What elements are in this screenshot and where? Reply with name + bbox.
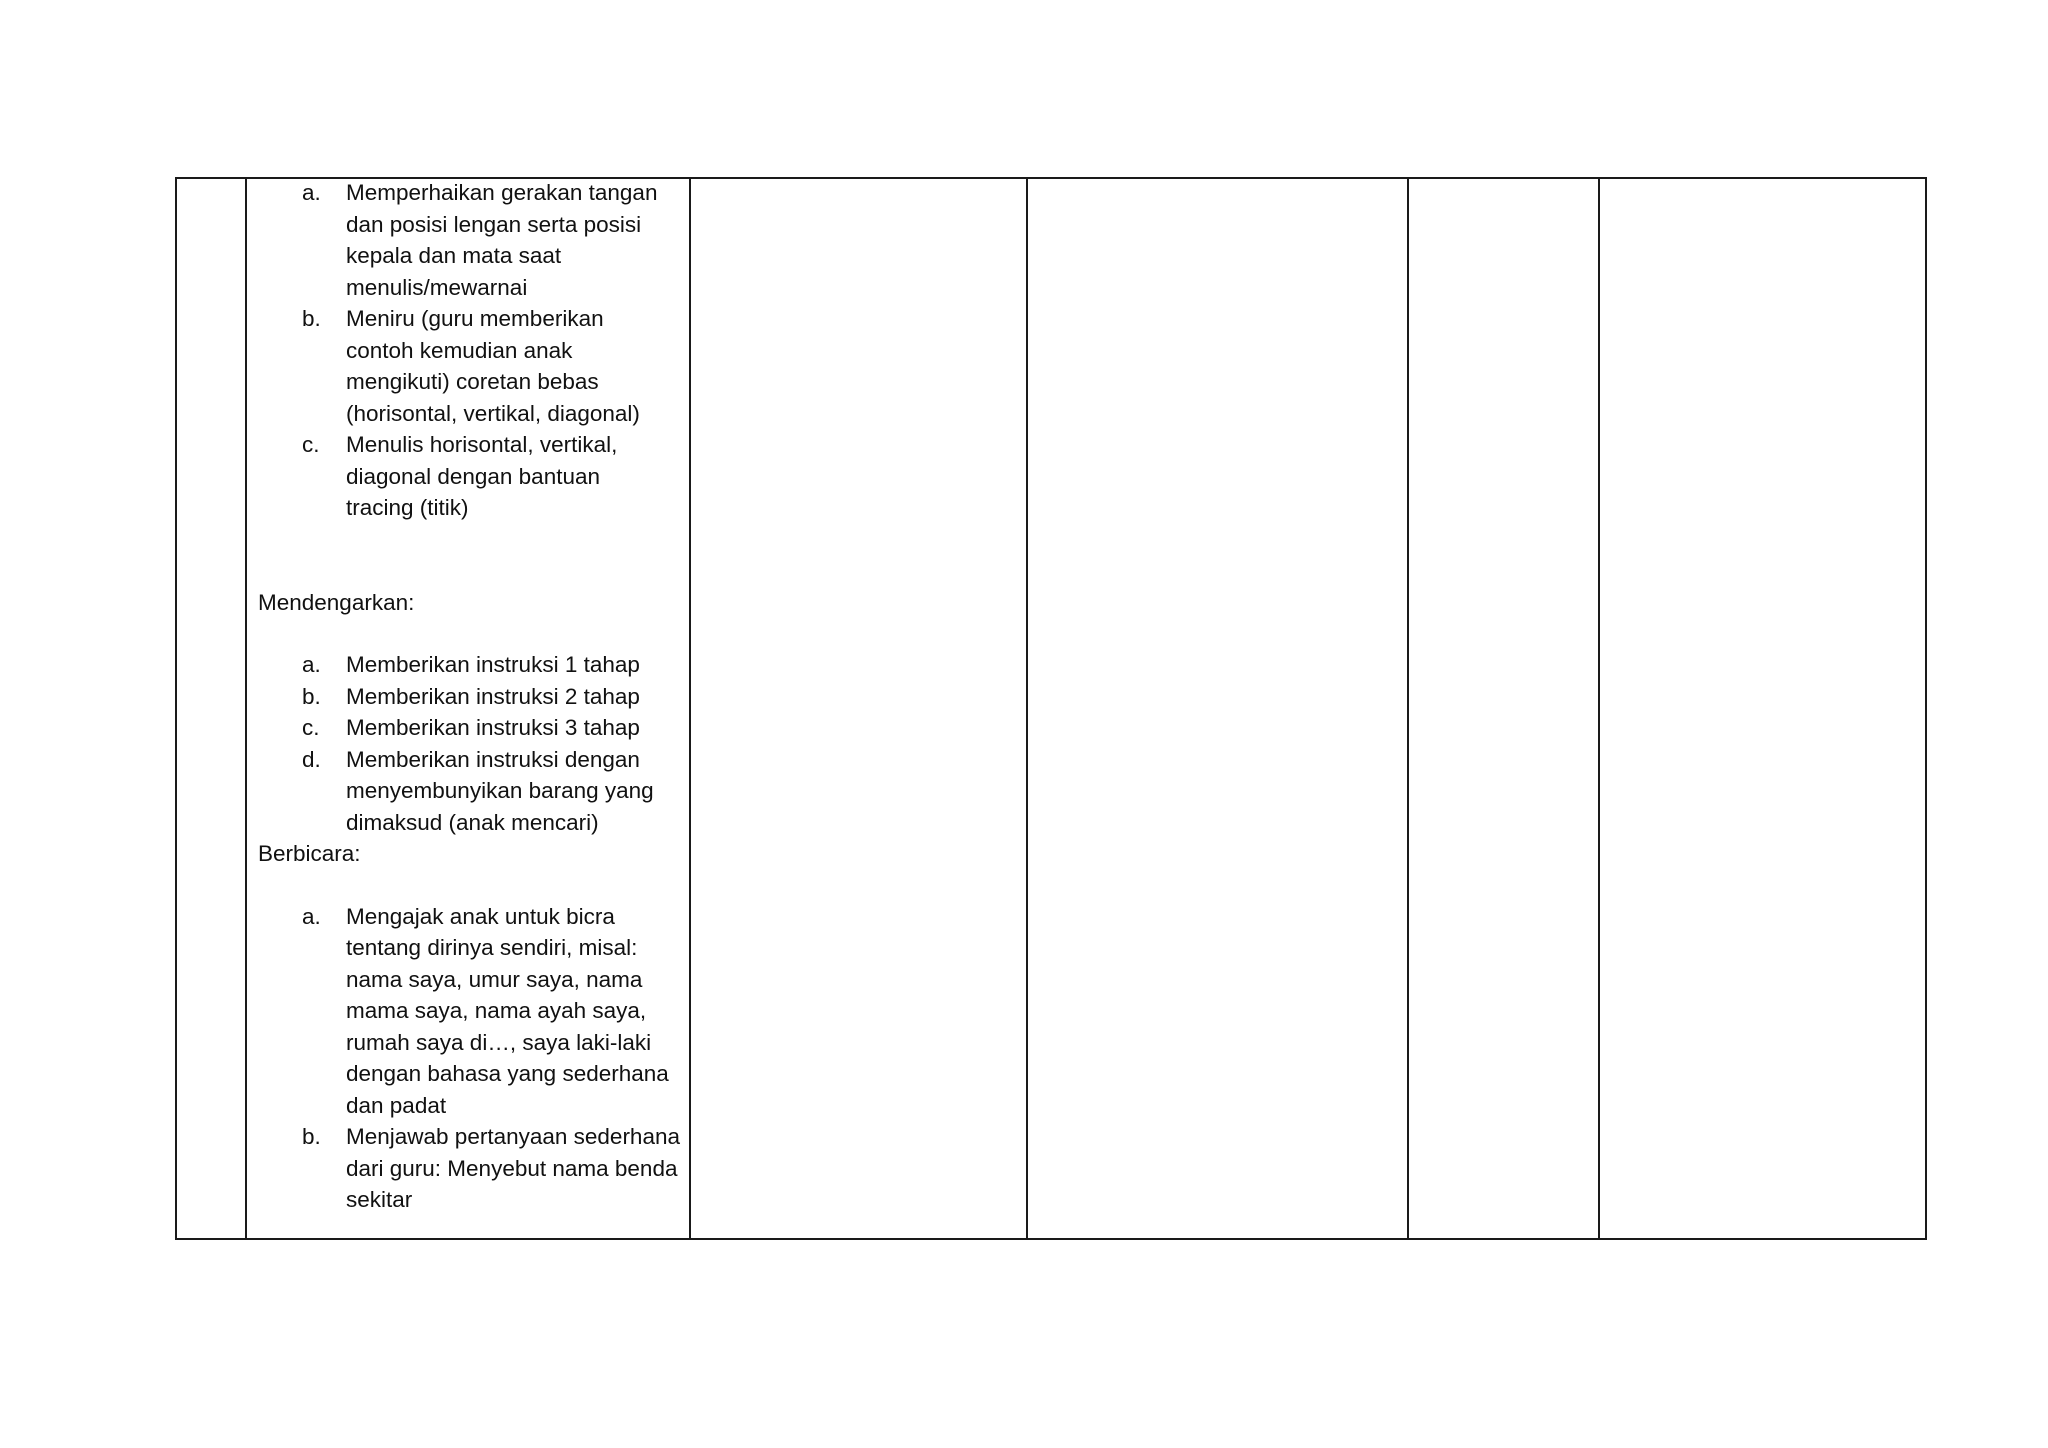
- list-item-text: Meniru (guru memberikan contoh kemudian anak mengikuti) coretan bebas (horisontal, vertikal, diagonal): [346, 306, 640, 426]
- list-item-text: Memberikan instruksi dengan menyembunyikan barang yang dimaksud (anak mencari): [346, 746, 654, 835]
- list-marker: d.: [302, 746, 321, 772]
- list-item: [258, 744, 686, 839]
- list-marker: b.: [302, 306, 321, 331]
- list-item-text: Memberikan instruksi 1 tahap: [346, 652, 640, 677]
- list-marker: b.: [302, 683, 321, 709]
- berbicara-heading: Berbicara:: [258, 841, 361, 866]
- list-marker: c.: [302, 432, 320, 457]
- list-item-text: Memperhaikan gerakan tangan dan posisi lengan serta posisi kepala dan mata saat menulis/mewarnai: [346, 180, 658, 300]
- column-divider: [245, 179, 247, 1238]
- list-item: [258, 681, 766, 713]
- list-item: [258, 901, 686, 1122]
- list-marker: c.: [302, 715, 320, 740]
- list-item-text: Menjawab pertanyaan sederhana dari guru: Menyebut nama benda sekitar: [346, 1124, 680, 1212]
- menulis-list: [258, 177, 678, 524]
- list-item-text: Mengajak anak untuk bicra tentang dirinya sendiri, misal: nama saya, umur saya, nama mama saya, nama ayah saya, rumah saya di…, saya laki-laki dengan bahasa yang sederhana dan padat: [346, 903, 669, 1118]
- list-marker: a.: [302, 903, 321, 929]
- list-marker: a.: [302, 180, 321, 205]
- list-item: [258, 303, 676, 429]
- list-item-text: Memberikan instruksi 3 tahap: [346, 715, 640, 740]
- list-marker: b.: [302, 1124, 321, 1149]
- mendengarkan-heading: Mendengarkan:: [258, 589, 415, 615]
- list-item: [258, 1121, 686, 1216]
- list-item: [258, 429, 661, 524]
- list-item: [258, 712, 766, 744]
- list-item-text: Menulis horisontal, vertikal, diagonal dengan bantuan tracing (titik): [346, 432, 618, 520]
- mendengarkan-list: [258, 649, 678, 838]
- column-divider: [1026, 179, 1028, 1238]
- list-item: [258, 177, 686, 303]
- list-item: [258, 649, 766, 681]
- activity-cell-content: [258, 177, 678, 1216]
- column-divider: [1407, 179, 1409, 1238]
- list-marker: a.: [302, 652, 321, 677]
- berbicara-list: [258, 901, 678, 1216]
- column-divider: [1598, 179, 1600, 1238]
- list-item-text: Memberikan instruksi 2 tahap: [346, 683, 640, 709]
